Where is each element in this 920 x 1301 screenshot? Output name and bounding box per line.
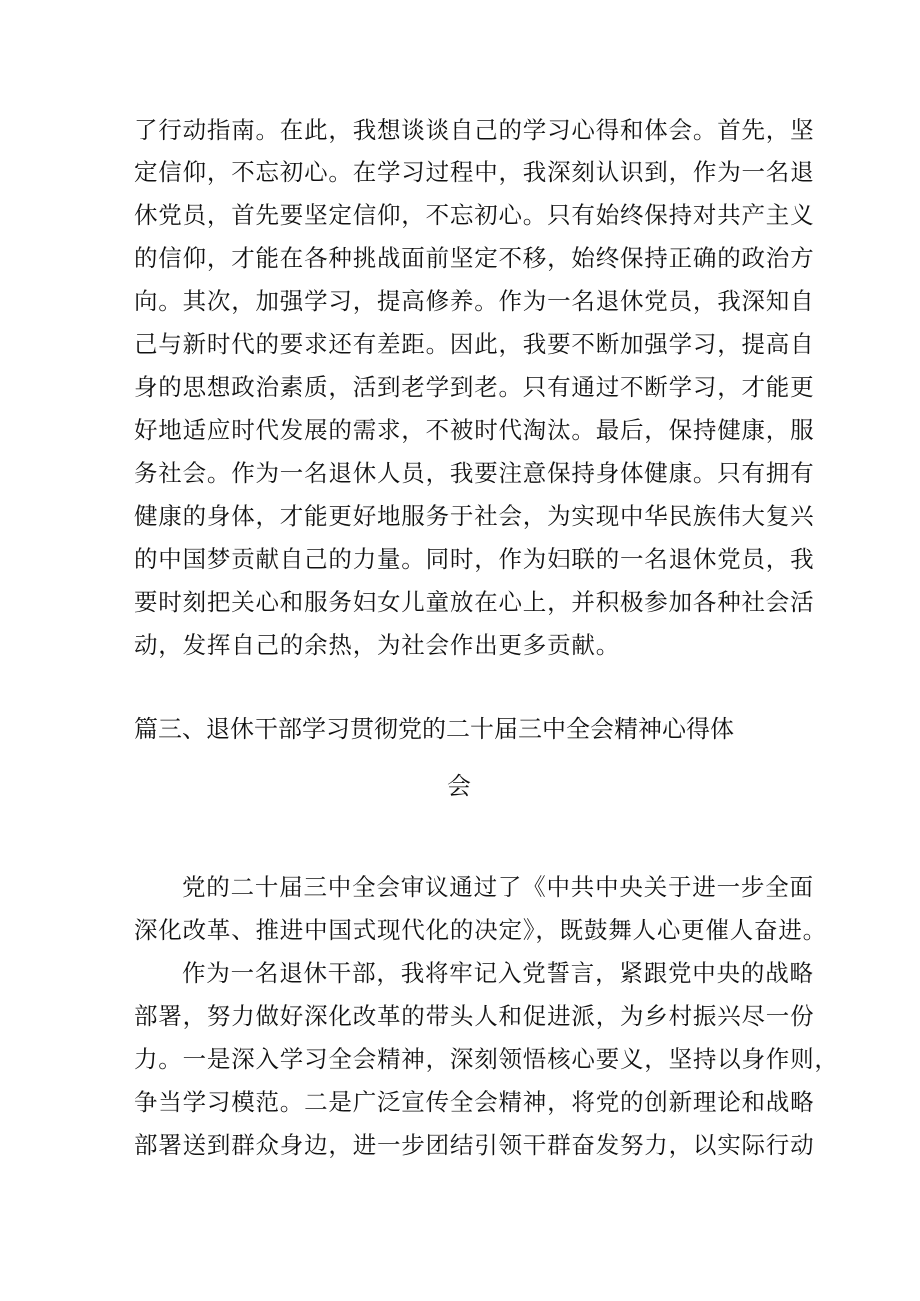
text-line: 的中国梦贡献自己的力量。同时，作为妇联的一名退休党员，我 [134, 545, 815, 573]
text-line: 定信仰，不忘初心。在学习过程中，我深刻认识到，作为一名退 [134, 158, 815, 186]
text-line: 务社会。作为一名退休人员，我要注意保持身体健康。只有拥有 [134, 459, 815, 487]
text-line: 党的二十届三中全会审议通过了《中共中央关于进一步全面 [182, 873, 814, 901]
text-line: 争当学习模范。二是广泛宣传全会精神，将党的创新理论和战略 [134, 1088, 815, 1116]
text-line: 部署，努力做好深化改革的带头人和促进派，为乡村振兴尽一份 [134, 1002, 815, 1030]
text-line: 向。其次，加强学习，提高修养。作为一名退休党员，我深知自 [134, 287, 815, 315]
text-line: 休党员，首先要坚定信仰，不忘初心。只有始终保持对共产主义 [134, 201, 815, 229]
text-line: 身的思想政治素质，活到老学到老。只有通过不断学习，才能更 [134, 373, 815, 401]
text-line: 健康的身体，才能更好地服务于社会，为实现中华民族伟大复兴 [134, 502, 815, 530]
section-title-line-1: 篇三、退休干部学习贯彻党的二十届三中全会精神心得体 [134, 715, 734, 743]
text-line: 力。一是深入学习全会精神，深刻领悟核心要义，坚持以身作则， [134, 1045, 839, 1073]
text-line: 深化改革、推进中国式现代化的决定》，既鼓舞人心更催人奋进。 [134, 916, 827, 944]
section-title-line-2: 会 [447, 772, 471, 800]
text-line: 作为一名退休干部，我将牢记入党誓言，紧跟党中央的战略 [182, 959, 814, 987]
text-line: 了行动指南。在此，我想谈谈自己的学习心得和体会。首先，坚 [134, 116, 815, 144]
text-line: 的信仰，才能在各种挑战面前坚定不移，始终保持正确的政治方 [134, 244, 815, 272]
text-line: 己与新时代的要求还有差距。因此，我要不断加强学习，提高自 [134, 330, 815, 358]
text-line: 好地适应时代发展的需求，不被时代淘汰。最后，保持健康，服 [134, 416, 815, 444]
text-line: 动，发挥自己的余热，为社会作出更多贡献。 [134, 631, 620, 659]
text-line: 要时刻把关心和服务妇女儿童放在心上，并积极参加各种社会活 [134, 588, 815, 616]
text-line: 部署送到群众身边，进一步团结引领干群奋发努力，以实际行动 [134, 1131, 815, 1159]
